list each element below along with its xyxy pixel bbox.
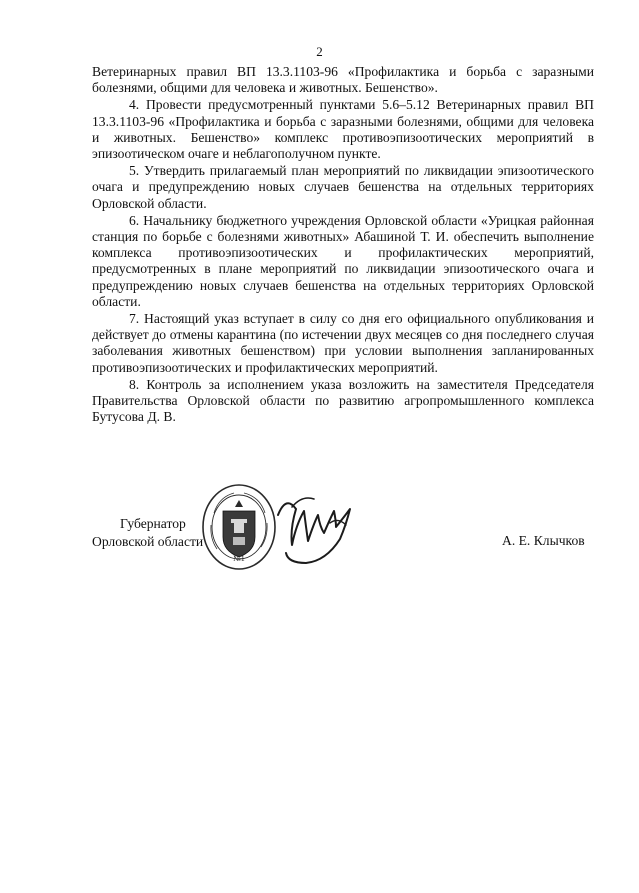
text-line: мероприятий, предусмотренных в плане мероприятий по ликвидации	[92, 245, 594, 277]
paragraph-item-4	[92, 97, 594, 162]
text-line: Бутусова Д. В.	[92, 409, 176, 425]
governor-name: А. Е. Клычков	[502, 533, 585, 548]
text-line: Ветеринарных правил ВП 13.3.1103-96 «Профилактика и борьба с заразными	[92, 64, 594, 79]
text-line: районная станция по борьбе с болезнями животных» Абашиной Т. И.	[92, 212, 594, 245]
text-line: Правительства Орловской области по развитию агропромышленного комплекса	[92, 393, 594, 409]
text-line: выполнения запланированных противоэпизоотических и профилактических	[92, 343, 595, 375]
document-body	[92, 64, 594, 426]
text-line: 8. Контроль за исполнением указа возложить на заместителя Председателя	[129, 376, 594, 392]
text-line: 7. Настоящий указ вступает в силу со дня его официального	[129, 311, 490, 327]
governor-title-line2: Орловской области	[92, 534, 204, 549]
text-line: обеспечить выполнение комплекса противоэпизоотических и профилактических	[92, 229, 594, 261]
paragraph-item-7	[92, 311, 594, 376]
text-line: мероприятий.	[358, 359, 438, 375]
text-line: 6. Начальнику бюджетного учреждения Орловской области «Урицкая	[129, 212, 537, 228]
governor-title-line1: Губернатор	[120, 516, 186, 531]
handwritten-signature-icon	[272, 485, 372, 575]
paragraph-item-8	[92, 377, 594, 426]
paragraph-continuation	[92, 64, 594, 96]
seal-number: №1	[233, 554, 245, 563]
text-line: эпизоотического очага и предупреждению новых случаев бешенства	[92, 163, 594, 195]
text-line: для человека и животных. Бешенство» комплекс противоэпизоотических	[92, 113, 594, 145]
text-line: 4. Провести предусмотренный пунктами 5.6–5.12 Ветеринарных правил	[129, 97, 569, 113]
text-line: на отдельных территориях Орловской области.	[92, 179, 594, 211]
text-line: ВП 13.3.1103-96 «Профилактика и борьба с заразными болезнями, общими	[92, 97, 594, 129]
signature-block	[0, 505, 639, 595]
text-line: со дня последнего случая заболевания животных бешенством) при условии	[92, 327, 594, 359]
text-line: на отдельных территориях Орловской области.	[92, 277, 594, 309]
text-line: опубликования и действует до отмены карантина (по истечении двух месяцев	[92, 311, 594, 343]
paragraph-item-5	[92, 163, 594, 212]
text-line: 5. Утвердить прилагаемый план мероприятий по ликвидации	[129, 163, 493, 179]
page-number: 2	[316, 44, 323, 59]
paragraph-item-6	[92, 213, 594, 310]
official-seal-icon	[201, 483, 277, 571]
governor-title	[92, 515, 203, 551]
text-line: эпизоотического очага и предупреждению новых случаев бешенства	[92, 261, 594, 293]
text-line: мероприятий в эпизоотическом очаге и неблагополучном пункте.	[92, 129, 594, 162]
text-line: болезнями, общими для человека и животных. Бешенство».	[92, 80, 438, 96]
